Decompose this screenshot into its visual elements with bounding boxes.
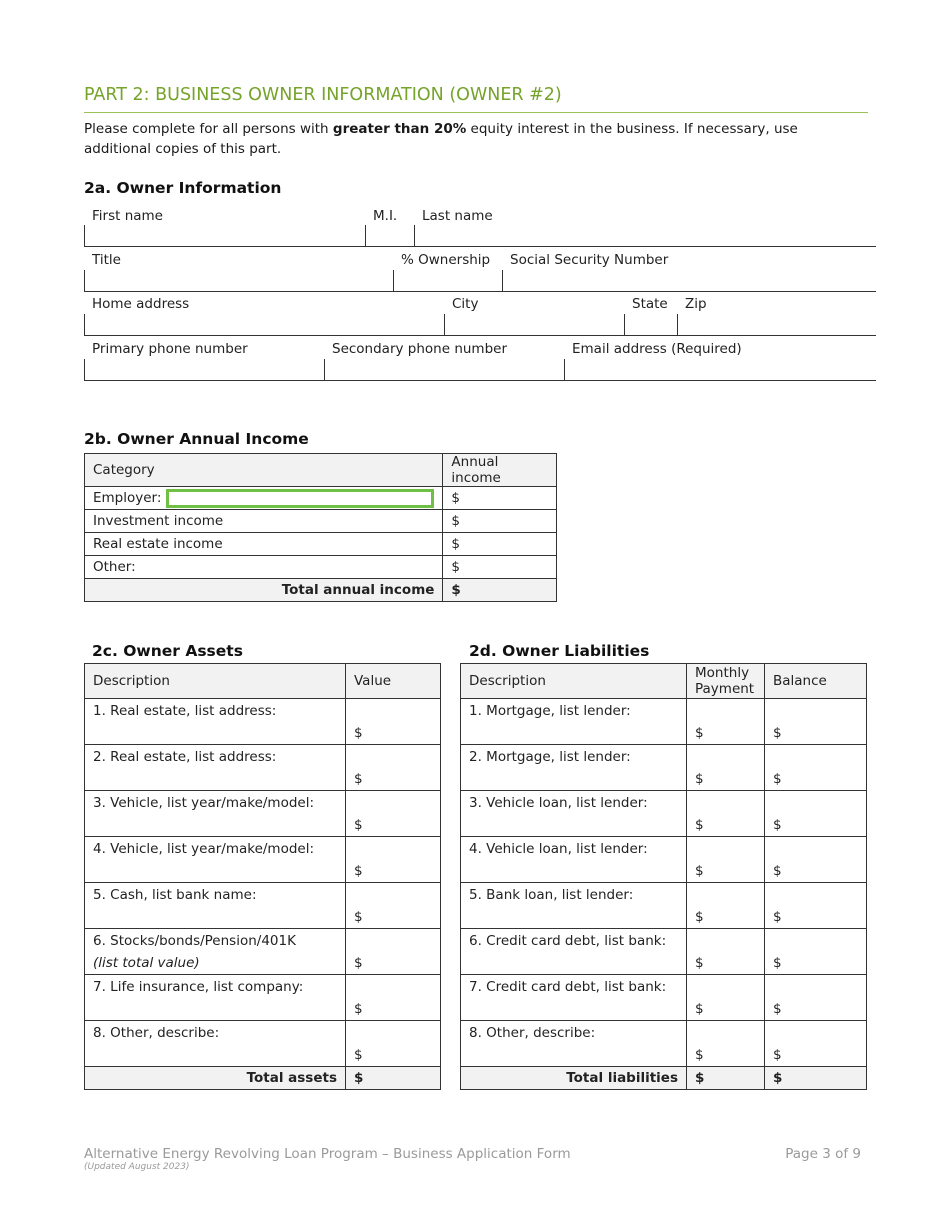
liabilities-header-row	[461, 664, 867, 699]
liabilities-col-monthly: Monthly Payment	[687, 664, 765, 699]
liability-balance[interactable]: $	[765, 975, 867, 1021]
title-row	[84, 248, 876, 292]
asset-row	[85, 699, 441, 745]
asset-value[interactable]: $	[346, 791, 441, 837]
city-field[interactable]	[444, 292, 624, 335]
asset-row	[85, 1021, 441, 1067]
asset-value[interactable]: $	[346, 837, 441, 883]
income-row-employer	[85, 487, 557, 510]
liability-row	[461, 1021, 867, 1067]
last-name-input[interactable]	[414, 225, 876, 246]
email-field[interactable]	[564, 337, 876, 380]
intro-emphasis: greater than 20%	[332, 121, 467, 137]
liability-row	[461, 699, 867, 745]
income-heading: 2b. Owner Annual Income	[84, 430, 309, 448]
footer-page-number: Page 3 of 9	[785, 1146, 861, 1162]
asset-row	[85, 883, 441, 929]
liability-row	[461, 975, 867, 1021]
title-field[interactable]	[84, 248, 393, 291]
city-input[interactable]	[444, 314, 624, 335]
title-input[interactable]	[84, 270, 393, 291]
intro-text: Please complete for all persons with greater than 20% equity interest in the business. If necessary, use additional copies of this part.	[84, 121, 798, 157]
asset-desc[interactable]: 7. Life insurance, list company:	[85, 975, 346, 1021]
liability-row	[461, 837, 867, 883]
asset-value[interactable]: $	[346, 745, 441, 791]
liability-balance[interactable]: $	[765, 791, 867, 837]
email-label: Email address (Required)	[572, 341, 742, 357]
investment-label: Investment income	[85, 510, 443, 533]
liability-desc[interactable]: 1. Mortgage, list lender:	[461, 699, 687, 745]
liabilities-total-row	[461, 1067, 867, 1090]
title-label: Title	[92, 252, 121, 268]
income-table	[84, 453, 557, 602]
employer-input[interactable]	[166, 489, 434, 508]
liability-desc[interactable]: 3. Vehicle loan, list lender:	[461, 791, 687, 837]
liabilities-col-balance: Balance	[765, 664, 867, 699]
address-row	[84, 292, 876, 336]
income-col-category: Category	[85, 454, 443, 487]
mi-label: M.I.	[373, 208, 398, 224]
asset-desc[interactable]: 4. Vehicle, list year/make/model:	[85, 837, 346, 883]
liability-balance[interactable]: $	[765, 837, 867, 883]
asset-value[interactable]: $	[346, 975, 441, 1021]
home-address-field[interactable]	[84, 292, 444, 335]
ownership-label: % Ownership	[401, 252, 491, 268]
liability-monthly[interactable]: $	[687, 699, 765, 745]
total-income-label: Total annual income	[85, 579, 443, 602]
zip-input[interactable]	[677, 314, 876, 335]
primary-phone-input[interactable]	[84, 359, 324, 380]
asset-row	[85, 791, 441, 837]
email-input[interactable]	[564, 359, 876, 380]
asset-desc[interactable]: 2. Real estate, list address:	[85, 745, 346, 791]
secondary-phone-label: Secondary phone number	[332, 341, 508, 357]
asset-row	[85, 975, 441, 1021]
liabilities-table	[460, 663, 867, 1090]
total-liabilities-balance[interactable]: $	[765, 1067, 867, 1090]
liability-balance[interactable]: $	[765, 929, 867, 975]
income-total-row	[85, 579, 557, 602]
ssn-label: Social Security Number	[510, 252, 669, 268]
total-assets-label: Total assets	[85, 1067, 346, 1090]
other-income-amount[interactable]: $	[443, 556, 557, 579]
liabilities-heading: 2d. Owner Liabilities	[469, 642, 650, 660]
asset-desc[interactable]: 3. Vehicle, list year/make/model:	[85, 791, 346, 837]
assets-total-row	[85, 1067, 441, 1090]
home-address-label: Home address	[92, 296, 190, 312]
city-label: City	[452, 296, 479, 312]
home-address-input[interactable]	[84, 314, 444, 335]
liability-desc[interactable]: 7. Credit card debt, list bank:	[461, 975, 687, 1021]
liability-row	[461, 791, 867, 837]
part-title: PART 2: BUSINESS OWNER INFORMATION (OWNER #2)	[84, 84, 868, 113]
liability-desc[interactable]: 6. Credit card debt, list bank:	[461, 929, 687, 975]
liability-monthly[interactable]: $	[687, 1021, 765, 1067]
total-assets-value[interactable]: $	[346, 1067, 441, 1090]
liability-desc[interactable]: 5. Bank loan, list lender:	[461, 883, 687, 929]
asset-desc[interactable]: 8. Other, describe:	[85, 1021, 346, 1067]
owner-info-heading: 2a. Owner Information	[84, 179, 282, 197]
liability-monthly[interactable]: $	[687, 837, 765, 883]
asset-row	[85, 745, 441, 791]
asset-desc-sub: (list total value)	[93, 955, 200, 971]
footer-updated: (Updated August 2023)	[84, 1162, 190, 1172]
liability-balance[interactable]: $	[765, 883, 867, 929]
total-liabilities-label: Total liabilities	[461, 1067, 687, 1090]
name-row	[84, 203, 876, 247]
primary-phone-field[interactable]	[84, 337, 324, 380]
asset-row	[85, 929, 441, 975]
real-estate-income-amount[interactable]: $	[443, 533, 557, 556]
state-input[interactable]	[624, 314, 677, 335]
liability-row	[461, 929, 867, 975]
assets-heading: 2c. Owner Assets	[92, 642, 243, 660]
asset-row	[85, 837, 441, 883]
assets-header-row	[85, 664, 441, 699]
liability-balance[interactable]: $	[765, 745, 867, 791]
zip-label: Zip	[685, 296, 707, 312]
employer-amount[interactable]: $	[443, 487, 557, 510]
ssn-input[interactable]	[502, 270, 876, 291]
ssn-field[interactable]	[502, 248, 876, 291]
asset-value[interactable]: $	[346, 1021, 441, 1067]
state-field[interactable]	[624, 292, 677, 335]
asset-desc-label: 6. Stocks/bonds/Pension/401K	[93, 933, 296, 949]
asset-value[interactable]: $	[346, 699, 441, 745]
first-name-input[interactable]	[84, 225, 365, 246]
mi-input[interactable]	[365, 225, 414, 246]
middle-initial-field[interactable]	[365, 203, 414, 246]
primary-phone-label: Primary phone number	[92, 341, 248, 357]
total-liabilities-monthly[interactable]: $	[687, 1067, 765, 1090]
asset-desc[interactable]: 1. Real estate, list address:	[85, 699, 346, 745]
liability-monthly[interactable]: $	[687, 883, 765, 929]
assets-col-description: Description	[85, 664, 346, 699]
first-name-field[interactable]	[84, 203, 365, 246]
contact-row	[84, 337, 876, 381]
liability-monthly[interactable]: $	[687, 929, 765, 975]
last-name-field[interactable]	[414, 203, 876, 246]
total-income-amount[interactable]: $	[443, 579, 557, 602]
liability-monthly[interactable]: $	[687, 745, 765, 791]
secondary-phone-field[interactable]	[324, 337, 564, 380]
asset-desc[interactable]	[85, 929, 346, 975]
employer-label: Employer:	[93, 490, 162, 506]
liability-balance[interactable]: $	[765, 699, 867, 745]
income-row-real-estate	[85, 533, 557, 556]
investment-amount[interactable]: $	[443, 510, 557, 533]
asset-value[interactable]: $	[346, 883, 441, 929]
liability-monthly[interactable]: $	[687, 975, 765, 1021]
income-col-annual: Annual income	[443, 454, 557, 487]
asset-desc[interactable]: 5. Cash, list bank name:	[85, 883, 346, 929]
liability-row	[461, 883, 867, 929]
assets-table	[84, 663, 441, 1090]
liability-desc[interactable]: 8. Other, describe:	[461, 1021, 687, 1067]
liability-balance[interactable]: $	[765, 1021, 867, 1067]
last-name-label: Last name	[422, 208, 493, 224]
income-row-other	[85, 556, 557, 579]
income-header-row	[85, 454, 557, 487]
liability-monthly[interactable]: $	[687, 791, 765, 837]
liabilities-col-description: Description	[461, 664, 687, 699]
asset-value[interactable]: $	[346, 929, 441, 975]
liability-row	[461, 745, 867, 791]
assets-col-value: Value	[346, 664, 441, 699]
secondary-phone-input[interactable]	[324, 359, 564, 380]
ownership-input[interactable]	[393, 270, 502, 291]
footer-program: Alternative Energy Revolving Loan Program – Business Application Form	[84, 1146, 571, 1162]
state-label: State	[632, 296, 668, 312]
first-name-label: First name	[92, 208, 163, 224]
zip-field[interactable]	[677, 292, 876, 335]
liability-desc[interactable]: 4. Vehicle loan, list lender:	[461, 837, 687, 883]
employer-cell	[85, 487, 443, 510]
ownership-field[interactable]	[393, 248, 502, 291]
real-estate-income-label: Real estate income	[85, 533, 443, 556]
liability-desc[interactable]: 2. Mortgage, list lender:	[461, 745, 687, 791]
other-income-label: Other:	[85, 556, 443, 579]
income-row-investment	[85, 510, 557, 533]
